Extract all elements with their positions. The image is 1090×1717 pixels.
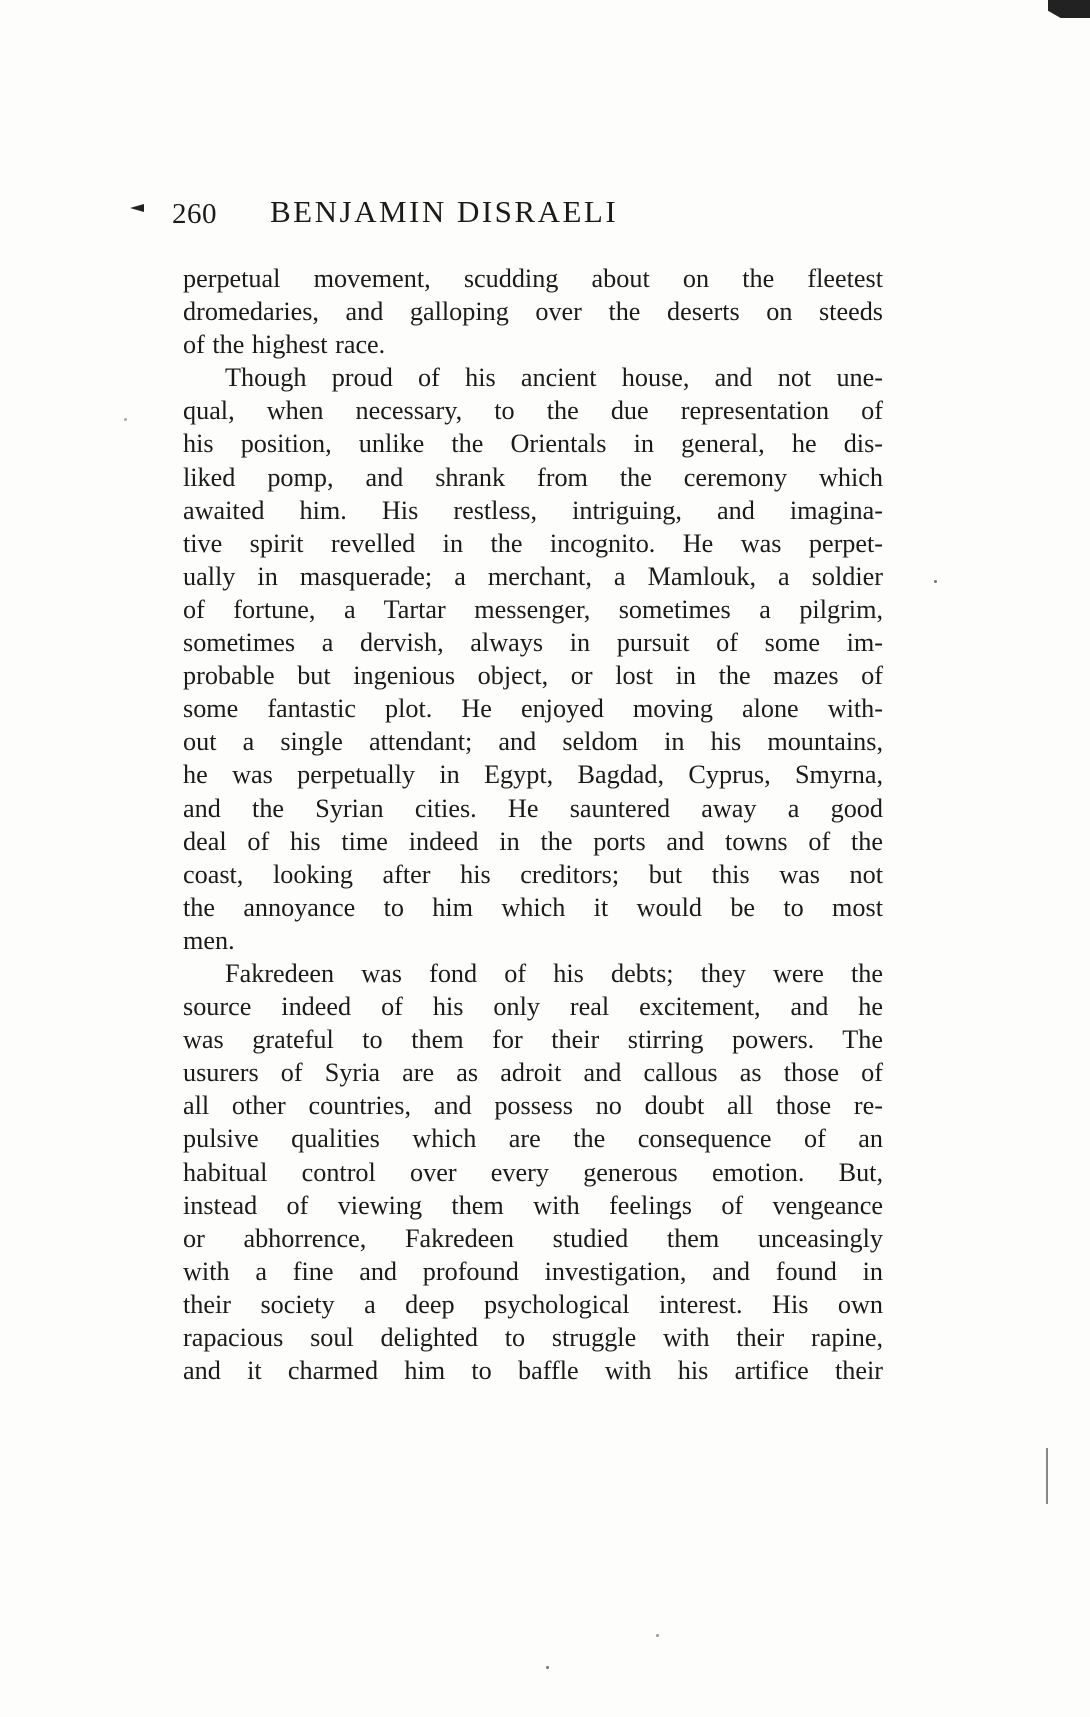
scan-speck (656, 1634, 659, 1637)
text-line: out a single attendant; and seldom in his mountains, (183, 727, 883, 757)
text-line: and the Syrian cities. He sauntered away a good (183, 793, 883, 823)
page-header (172, 194, 732, 240)
text-line: with a fine and profound investigation, and found in (183, 1256, 883, 1286)
text-line: Though proud of his ancient house, and not une- (225, 363, 883, 393)
text-line: rapacious soul delighted to struggle with their rapine, (183, 1323, 883, 1352)
page-number: 260 (172, 198, 217, 230)
text-line: sometimes a dervish, always in pursuit of some im- (183, 628, 883, 658)
body-text (183, 262, 883, 1387)
text-line: of the highest race. (183, 330, 386, 360)
scan-speck (124, 418, 127, 421)
text-line: he was perpetually in Egypt, Bagdad, Cyprus, Smyrna, (183, 760, 883, 790)
text-line: Fakredeen was fond of his debts; they were the (225, 958, 883, 988)
text-line: probable but ingenious object, or lost in the mazes of (183, 661, 883, 691)
text-line: source indeed of his only real excitement, and he (183, 992, 883, 1022)
text-line: his position, unlike the Orientals in general, he dis- (183, 429, 883, 459)
text-line: instead of viewing them with feelings of vengeance (183, 1190, 883, 1220)
text-line: habitual control over every generous emotion. But, (183, 1157, 883, 1187)
text-line: their society a deep psychological interest. His own (183, 1289, 883, 1319)
text-line: coast, looking after his creditors; but this was not (183, 859, 883, 889)
text-line: tive spirit revelled in the incognito. He was perpet- (183, 528, 883, 558)
text-line: the annoyance to him which it would be to most (183, 892, 883, 922)
text-line: men. (183, 925, 235, 955)
text-line: dromedaries, and galloping over the deserts on steeds (183, 297, 883, 327)
text-line: awaited him. His restless, intriguing, and imagina- (183, 495, 883, 525)
text-line: usurers of Syria are as adroit and callous as those of (183, 1058, 883, 1088)
running-head: BENJAMIN DISRAELI (270, 194, 619, 229)
scan-line (1046, 1448, 1048, 1504)
scan-mark-top-right (1048, 0, 1090, 18)
text-line: deal of his time indeed in the ports and towns of the (183, 826, 883, 856)
text-line: some fantastic plot. He enjoyed moving alone with- (183, 694, 883, 724)
scan-speck (546, 1666, 549, 1669)
scan-speck (934, 580, 937, 583)
text-line: or abhorrence, Fakredeen studied them unceasingly (183, 1223, 883, 1253)
text-line: and it charmed him to baffle with his artifice their (183, 1356, 883, 1386)
text-line: perpetual movement, scudding about on the fleetest (183, 264, 883, 293)
text-line: qual, when necessary, to the due representation of (183, 396, 883, 426)
text-line: pulsive qualities which are the consequence of an (183, 1124, 883, 1154)
text-line: of fortune, a Tartar messenger, sometimes a pilgrim, (183, 594, 883, 624)
text-line: all other countries, and possess no doubt all those re- (183, 1091, 883, 1121)
text-line: was grateful to them for their stirring powers. The (183, 1025, 883, 1055)
text-line: liked pomp, and shrank from the ceremony which (183, 462, 883, 492)
text-line: ually in masquerade; a merchant, a Mamlouk, a soldier (183, 561, 883, 591)
scan-mark-left-arrow (130, 204, 144, 212)
